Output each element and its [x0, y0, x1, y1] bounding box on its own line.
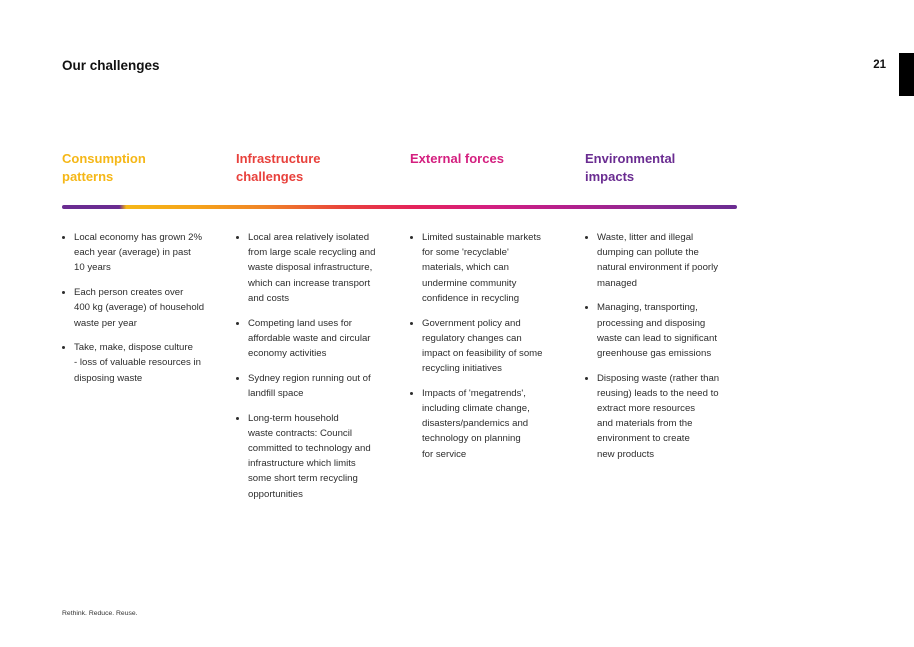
- bullet-line: disasters/pandemics and: [422, 418, 529, 430]
- bullet-item: [422, 386, 570, 462]
- bullet-line: waste disposal infrastructure,: [248, 262, 373, 274]
- page-edge-tab: [899, 53, 914, 96]
- bullet-line: Local area relatively isolated: [248, 232, 370, 243]
- bullet-item: [74, 230, 222, 276]
- bullet-line: some short term recycling: [248, 473, 358, 485]
- bullet-line: greenhouse gas emissions: [597, 347, 712, 359]
- bullet-line: Each person creates over: [74, 287, 184, 299]
- bullet-line: landfill space: [248, 387, 304, 399]
- bullet-line: natural environment if poorly: [597, 262, 719, 274]
- bullet-line: and materials from the: [597, 418, 693, 430]
- column-title-line: challenges: [236, 169, 304, 184]
- bullet-line: dumping can pollute the: [597, 247, 699, 259]
- column-title-line: Environmental: [585, 151, 676, 166]
- bullet-line: from large scale recycling and: [248, 247, 376, 259]
- bullet-line: Sydney region running out of: [248, 372, 371, 384]
- column-title-line: Infrastructure: [236, 151, 321, 166]
- bullet-line: Limited sustainable markets: [422, 232, 541, 243]
- bullet-item: [597, 230, 745, 291]
- bullet-line: committed to technology and: [248, 442, 371, 454]
- bullet-line: extract more resources: [597, 403, 696, 415]
- bullet-line: 400 kg (average) of household: [74, 302, 205, 314]
- bullet-line: disposing waste: [74, 372, 143, 384]
- bullet-line: each year (average) in past: [74, 247, 191, 259]
- bullet-line: recycling initiatives: [422, 363, 502, 375]
- bullet-line: Take, make, dispose culture: [74, 342, 193, 354]
- bullet-line: Managing, transporting,: [597, 302, 698, 314]
- bullet-item: [422, 230, 570, 306]
- bullet-line: - loss of valuable resources in: [74, 357, 201, 369]
- bullet-item: [248, 371, 396, 401]
- bullet-line: Government policy and: [422, 317, 521, 329]
- bullet-line: economy activities: [248, 347, 327, 359]
- page-number: 21: [873, 59, 886, 71]
- bullet-line: waste per year: [74, 317, 137, 329]
- bullet-line: affordable waste and circular: [248, 332, 371, 344]
- bullet-line: managed: [597, 277, 638, 289]
- bullet-line: infrastructure which limits: [248, 458, 356, 470]
- bullet-line: Disposing waste (rather than: [597, 372, 720, 384]
- column-title-environmental: [585, 150, 745, 186]
- bullet-line: waste contracts: Council: [248, 427, 352, 439]
- bullet-item: [597, 371, 745, 462]
- bullet-line: waste can lead to significant: [597, 332, 717, 344]
- column-title-line: patterns: [62, 169, 114, 184]
- bullet-line: which can increase transport: [248, 277, 371, 289]
- bullet-line: and costs: [248, 292, 290, 304]
- bullet-line: Waste, litter and illegal: [597, 232, 694, 243]
- bullet-line: processing and disposing: [597, 317, 706, 329]
- bullet-line: including climate change,: [422, 403, 530, 415]
- column-title-line: External forces: [410, 151, 504, 166]
- bullet-line: Competing land uses for: [248, 317, 352, 329]
- bullet-line: environment to create: [597, 433, 690, 445]
- column-title-line: impacts: [585, 169, 635, 184]
- bullet-line: regulatory changes can: [422, 332, 522, 344]
- bullet-item: [248, 316, 396, 362]
- bullet-line: confidence in recycling: [422, 292, 520, 304]
- column-title-line: Consumption: [62, 151, 146, 166]
- bullet-item: [248, 230, 396, 306]
- bullet-item: [248, 411, 396, 502]
- column-title-infrastructure: [236, 150, 396, 186]
- page-title: Our challenges: [62, 58, 160, 73]
- bullet-line: for service: [422, 448, 467, 460]
- bullet-line: Impacts of 'megatrends',: [422, 387, 526, 399]
- bullet-item: [597, 300, 745, 361]
- footer-tagline: Rethink. Reduce. Reuse.: [62, 610, 138, 617]
- bullet-item: [74, 340, 222, 386]
- bullet-line: undermine community: [422, 277, 517, 289]
- gradient-divider: [62, 205, 737, 209]
- bullet-line: reusing) leads to the need to: [597, 387, 719, 399]
- bullet-list-infrastructure: [236, 230, 396, 511]
- bullet-line: for some 'recyclable': [422, 247, 509, 259]
- bullet-line: Long-term household: [248, 412, 339, 424]
- bullet-list-consumption: [62, 230, 222, 395]
- bullet-line: new products: [597, 448, 655, 460]
- bullet-line: Local economy has grown 2%: [74, 232, 202, 243]
- bullet-line: opportunities: [248, 488, 303, 500]
- bullet-list-environmental: [585, 230, 745, 471]
- bullet-item: [74, 285, 222, 331]
- column-title-external-forces: [410, 150, 570, 168]
- bullet-line: 10 years: [74, 262, 111, 274]
- column-title-consumption: [62, 150, 222, 186]
- bullet-line: materials, which can: [422, 262, 509, 274]
- bullet-line: technology on planning: [422, 433, 521, 445]
- bullet-line: impact on feasibility of some: [422, 347, 543, 359]
- bullet-item: [422, 316, 570, 377]
- bullet-list-external-forces: [410, 230, 570, 471]
